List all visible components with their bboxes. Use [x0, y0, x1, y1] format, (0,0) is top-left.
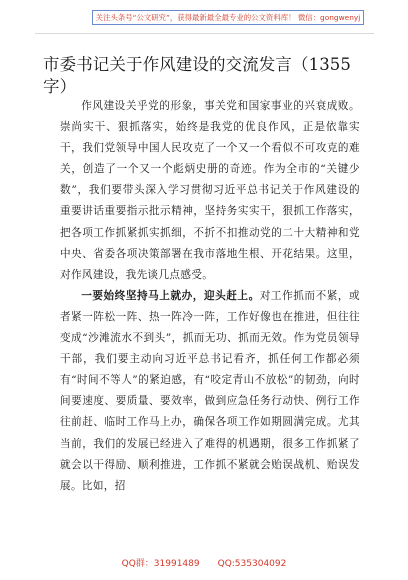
- body-paragraph: [60, 96, 360, 286]
- paragraph-lead: 一要始终坚持马上就办，迎头赶上。: [81, 289, 260, 302]
- document-title: 市委书记关于作风建设的交流发言（1355字）: [43, 55, 351, 96]
- body-paragraph: [60, 286, 360, 497]
- footer-contact: [0, 557, 408, 571]
- header-banner: 关注头条号“公文研究”，获得最新最全最专业的公文资料库！ 微信：gongwenyj: [92, 10, 364, 25]
- footer-qq-number: QQ:535304092: [217, 559, 287, 569]
- footer-qq-group: QQ群：31991489: [121, 559, 200, 569]
- header-divider: [35, 33, 374, 34]
- paragraph-text: 作风建设关乎党的形象，事关党和国家事业的兴衰成败。崇尚实干、狠抓落实，始终是我党的优良作风，正是依靠实干，我们党领导中国人民攻克了一个又一个看似不可攻克的难关，创造了一个又一个彪炳史册的奇迹。作为全市的“关键少数”，我们要带头深入学习贯彻习近平总书记关于作风建设的重要讲话重要指示批示精神，坚持务实实干，狠抓工作落实，把各项工作抓紧抓实抓细，不折不扣推动党的二十大精神和党中央、省委各项决策部署在我市落地生根、开花结果。这里，对作风建设，我先谈几点感受。: [60, 100, 360, 281]
- paragraph-text: 对工作抓而不紧，或者紧一阵松一阵、热一阵冷一阵，工作好像也在推进，但往往变成“沙滩流水不到头”，抓而无功、抓而无效。作为党员领导干部，我们要主动向习近平总书记看齐，抓任何工作都必须有“时间不等人”的紧迫感，有“咬定青山不放松”的韧劲，向时间要速度、要质量、要效率，做到应急任务行动快、例行工作往前赶、临时工作马上办，确保各项工作如期圆满完成。尤其当前，我们的发展已经进入了难得的机遇期，很多工作抓紧了就会以干得励、顺利推进，工作抓不紧就会贻误战机、贻误发展。比如，招: [60, 289, 360, 492]
- document-body: [60, 96, 360, 497]
